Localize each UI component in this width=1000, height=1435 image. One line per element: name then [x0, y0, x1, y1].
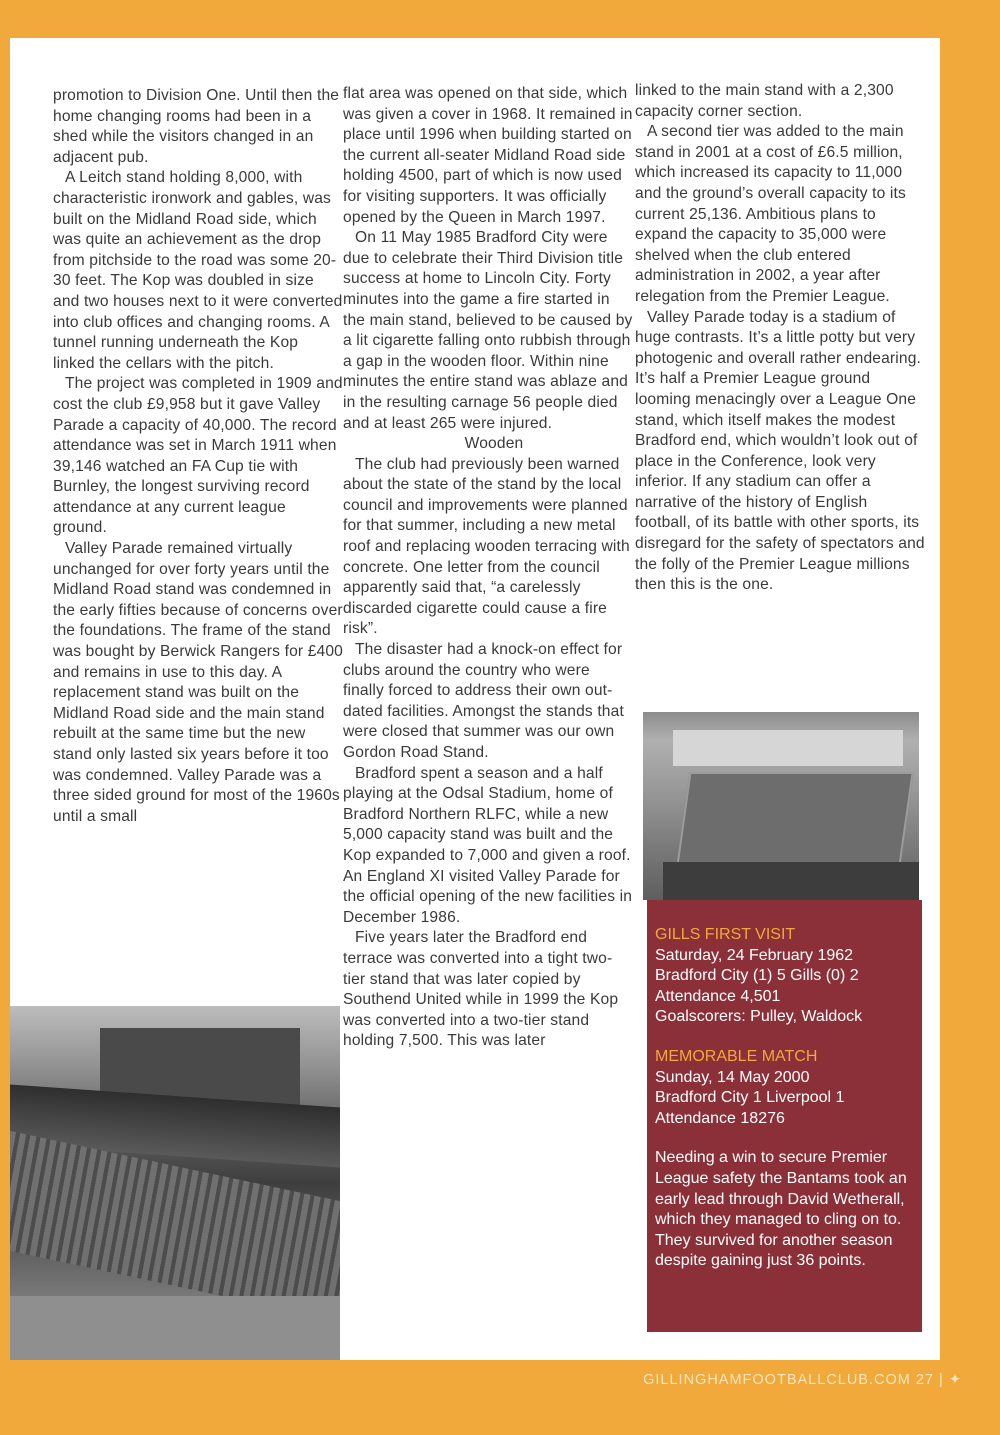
memorable-match-score: Bradford City 1 Liverpool 1 [655, 1089, 845, 1107]
historic-stand-photo [10, 1006, 340, 1360]
photo-pitch [676, 772, 913, 866]
memorable-match-attendance: Attendance 18276 [655, 1109, 785, 1127]
paragraph: The disaster had a knock-on effect for clubs around the country who were finally forced to address their own out-dated facilities. Amongst the stands that were closed that summer was our own Gordon Road Stand. [343, 641, 624, 761]
magazine-page [10, 38, 940, 1360]
first-visit-date: Saturday, 24 February 1962 [655, 946, 854, 964]
paragraph: Bradford spent a season and a half playing at the Odsal Stadium, home of Bradford Northern RLFC, while a new 5,000 capacity stand was built and the Kop expanded to 7,000 and given a roof. An England XI visited Valley Parade for the official opening of the new facilities in December 1986. [343, 764, 633, 926]
paragraph: promotion to Division One. Until then the home changing rooms had been in a shed while the visitors changed in an adjacent pub. [53, 87, 340, 166]
aerial-stadium-photo [643, 712, 919, 900]
paragraph: The project was completed in 1909 and cost the club £9,958 but it gave Valley Parade a capacity of 40,000. The record attendance was set in March 1911 when 39,146 watched an FA Cup tie with Burnley, the longest surviving record attendance at any current league ground. [53, 375, 343, 537]
text-column-1 [53, 86, 343, 827]
memorable-match-heading: MEMORABLE MATCH [655, 1047, 818, 1065]
memorable-match-date: Sunday, 14 May 2000 [655, 1068, 810, 1086]
first-visit-heading: GILLS FIRST VISIT [655, 926, 796, 943]
paragraph: On 11 May 1985 Bradford City were due to celebrate their Third Division title success at home to Lincoln City. Forty minutes into the game a fire started in the main stand, believed to be caused by a lit cigarette falling onto rubbish through a gap in the wooden floor. Within nine minutes the entire stand was ablaze and in the resulting carnage 56 people died and at least 265 were injured. [343, 229, 633, 432]
footer-site: GILLINGHAMFOOTBALLCLUB.COM [643, 1372, 911, 1388]
first-visit-attendance: Attendance 4,501 [655, 987, 781, 1005]
separator-icon: | [939, 1372, 944, 1388]
footer-page-number: 27 [915, 1372, 934, 1388]
paragraph: A Leitch stand holding 8,000, with characteristic ironwork and gables, was built on the Midland Road side, which was quite an achievement as the drop from pitchside to the road was some 20-30 feet. The Kop was doubled in size and two houses next to it were converted into club offices and changing rooms. A tunnel running underneath the Kop linked the cellars with the pitch. [53, 169, 343, 372]
paragraph: Five years later the Bradford end terrace was converted into a tight two-tier stand that was later copied by Southend United while in 1999 the Kop was converted into a two-tier stand holding 7,500. This was later [343, 929, 619, 1050]
club-crest-icon: ✦ [948, 1372, 962, 1388]
paragraph: A second tier was added to the main stand in 2001 at a cost of £6.5 million, which increased its capacity to 11,000 and the ground’s overall capacity to its current 25,136. Ambitious plans to expand the capacity to 35,000 were shelved when the club entered administration in 2002, a year after relegation from the Premier League. [635, 123, 906, 305]
photo-lower-stand [663, 862, 919, 900]
text-column-3 [635, 81, 925, 596]
photo-pitch [10, 1296, 340, 1360]
paragraph: The club had previously been warned about the state of the stand by the local council and improvements were planned for that summer, including a new metal roof and replacing wooden terracing with concrete. One letter from the council apparently said that, “a carelessly discarded cigarette could cause a fire risk”. [343, 455, 630, 638]
first-visit-score: Bradford City (1) 5 Gills (0) 2 [655, 967, 859, 985]
paragraph: flat area was opened on that side, which was given a cover in 1968. It remained in place until 1996 when building started on the current all-seater Midland Road side holding 4500, part of which is now used for visiting supporters. It was officially opened by the Queen in March 1997. [343, 85, 633, 226]
paragraph: linked to the main stand with a 2,300 capacity corner section. [635, 82, 894, 120]
section-subheading: Wooden [464, 435, 524, 453]
memorable-match-text: Needing a win to secure Premier League safety the Bantams took an early lead through David Wetherall, which they managed to cling on to. They survived for another season despite gaining just 36 points. [655, 1149, 907, 1270]
paragraph: Valley Parade today is a stadium of huge contrasts. It’s a little potty but very photogenic and overall rather endearing. It’s half a Premier League ground looming menacingly over a League One stand, which itself makes the modest Bradford end, which wouldn’t look out of place in the Conference, look very inferior. If any stadium can offer a narrative of the history of English football, of its battle with other sports, its disregard for the safety of spectators and the folly of the Premier League millions then this is the one. [635, 308, 925, 594]
text-column-2 [343, 84, 633, 1052]
page-footer [643, 1372, 962, 1388]
photo-main-stand [673, 730, 903, 766]
first-visit-scorers: Goalscorers: Pulley, Waldock [655, 1008, 863, 1026]
fact-box [647, 900, 922, 1332]
paragraph: Valley Parade remained virtually unchanged for over forty years until the Midland Road stand was condemned in the early fifties because of concerns over the foundations. The frame of the stand was bought by Berwick Rangers for £400 and remains in use to this day. A replacement stand was built on the Midland Road side and the main stand rebuilt at the same time but the new stand only lasted six years before it too was condemned. Valley Parade was a three sided ground for most of the 1960s until a small [53, 540, 344, 825]
